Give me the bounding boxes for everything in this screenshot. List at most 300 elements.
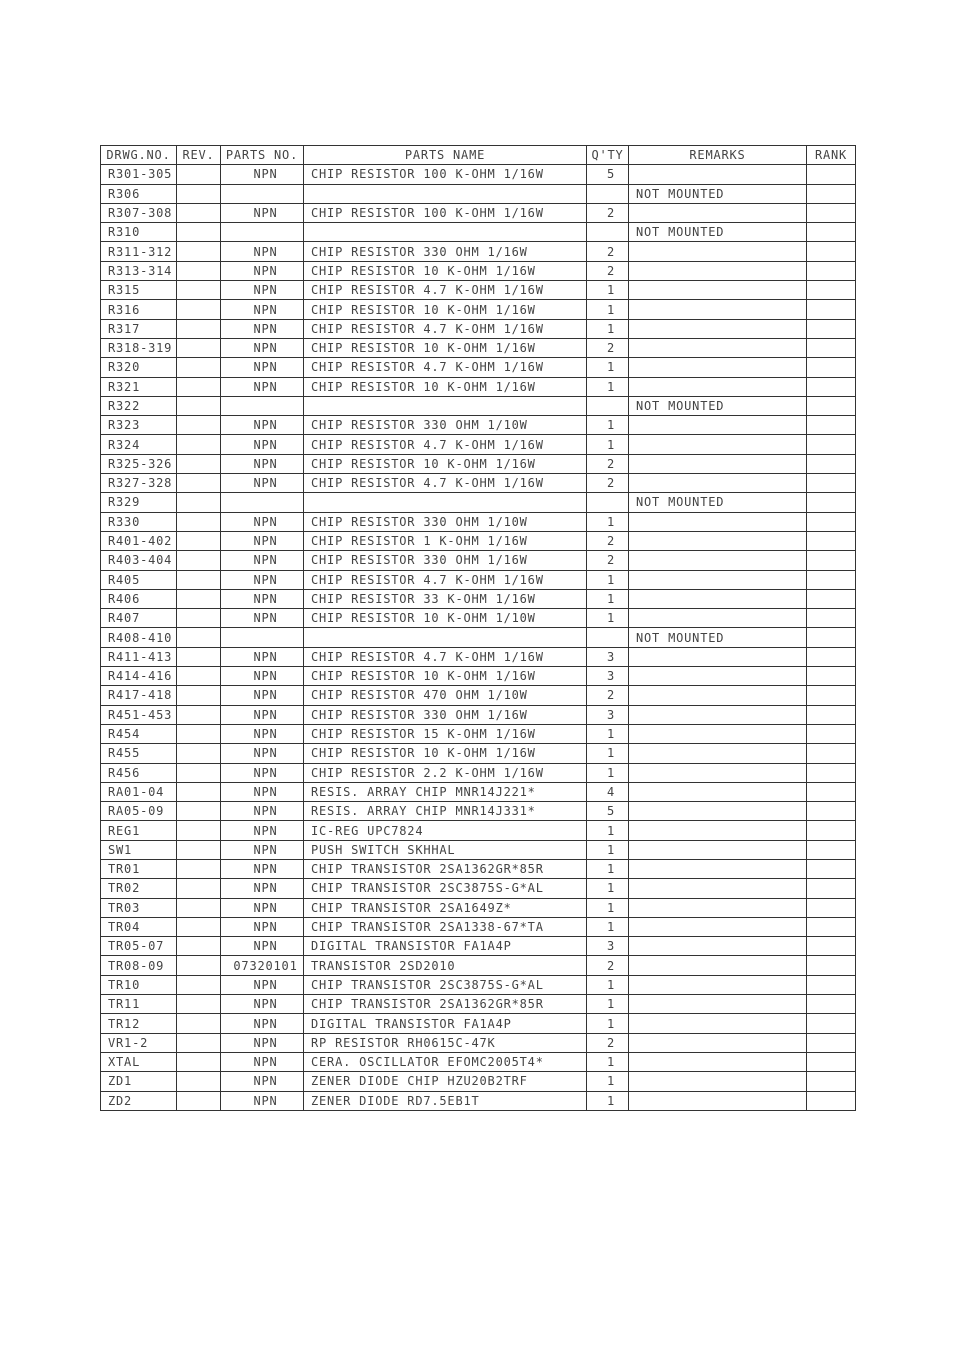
cell-rev (177, 1052, 221, 1071)
cell-qty: 5 (587, 802, 629, 821)
cell-parts-no: NPN (221, 319, 304, 338)
cell-remarks: NOT MOUNTED (629, 493, 807, 512)
cell-qty: 1 (587, 1014, 629, 1033)
cell-rev (177, 512, 221, 531)
cell-qty: 1 (587, 859, 629, 878)
cell-drwg-no: TR12 (101, 1014, 177, 1033)
table-row (101, 493, 856, 512)
cell-rev (177, 898, 221, 917)
cell-drwg-no: R324 (101, 435, 177, 454)
cell-parts-name: CHIP RESISTOR 10 K-OHM 1/16W (304, 261, 587, 280)
cell-rank (807, 1014, 856, 1033)
cell-drwg-no: R327-328 (101, 474, 177, 493)
cell-drwg-no: TR02 (101, 879, 177, 898)
cell-rank (807, 667, 856, 686)
table-row (101, 995, 856, 1014)
cell-drwg-no: R317 (101, 319, 177, 338)
cell-drwg-no: R405 (101, 570, 177, 589)
cell-remarks (629, 705, 807, 724)
cell-qty (587, 628, 629, 647)
cell-rank (807, 1033, 856, 1052)
cell-drwg-no: R318-319 (101, 338, 177, 357)
cell-rank (807, 512, 856, 531)
cell-remarks (629, 319, 807, 338)
cell-rank (807, 223, 856, 242)
cell-drwg-no: VR1-2 (101, 1033, 177, 1052)
cell-drwg-no: TR05-07 (101, 937, 177, 956)
cell-remarks (629, 454, 807, 473)
cell-remarks (629, 686, 807, 705)
table-row (101, 821, 856, 840)
cell-parts-no (221, 223, 304, 242)
cell-drwg-no: R401-402 (101, 531, 177, 550)
cell-remarks (629, 821, 807, 840)
cell-remarks: NOT MOUNTED (629, 184, 807, 203)
cell-parts-name: IC-REG UPC7824 (304, 821, 587, 840)
cell-rank (807, 531, 856, 550)
cell-qty: 1 (587, 744, 629, 763)
table-row (101, 203, 856, 222)
cell-parts-name: CHIP RESISTOR 330 OHM 1/16W (304, 705, 587, 724)
cell-parts-name (304, 493, 587, 512)
cell-drwg-no: RA01-04 (101, 782, 177, 801)
cell-rev (177, 531, 221, 550)
table-row (101, 338, 856, 357)
cell-drwg-no: R301-305 (101, 165, 177, 184)
cell-qty: 1 (587, 975, 629, 994)
cell-rev (177, 802, 221, 821)
cell-remarks: NOT MOUNTED (629, 396, 807, 415)
cell-rev (177, 165, 221, 184)
cell-rev (177, 1033, 221, 1052)
cell-rank (807, 1052, 856, 1071)
cell-qty: 2 (587, 203, 629, 222)
table-row (101, 744, 856, 763)
cell-qty: 1 (587, 300, 629, 319)
cell-remarks (629, 416, 807, 435)
cell-parts-name: TRANSISTOR 2SD2010 (304, 956, 587, 975)
cell-rank (807, 956, 856, 975)
cell-parts-name: DIGITAL TRANSISTOR FA1A4P (304, 1014, 587, 1033)
cell-drwg-no: R414-416 (101, 667, 177, 686)
table-row (101, 589, 856, 608)
table-row (101, 281, 856, 300)
cell-rank (807, 686, 856, 705)
cell-remarks (629, 782, 807, 801)
cell-qty: 1 (587, 570, 629, 589)
cell-rev (177, 1091, 221, 1110)
cell-rev (177, 609, 221, 628)
table-row (101, 531, 856, 550)
cell-parts-no: NPN (221, 763, 304, 782)
cell-parts-no: NPN (221, 840, 304, 859)
table-row (101, 570, 856, 589)
table-row (101, 454, 856, 473)
cell-rank (807, 377, 856, 396)
cell-drwg-no: R321 (101, 377, 177, 396)
table-row (101, 165, 856, 184)
parts-table-body (101, 165, 856, 1111)
cell-parts-no: NPN (221, 203, 304, 222)
cell-remarks (629, 879, 807, 898)
cell-drwg-no: R307-308 (101, 203, 177, 222)
cell-rev (177, 975, 221, 994)
cell-qty (587, 184, 629, 203)
cell-parts-no: NPN (221, 859, 304, 878)
table-row (101, 724, 856, 743)
cell-rev (177, 647, 221, 666)
cell-rev (177, 377, 221, 396)
cell-parts-no: NPN (221, 667, 304, 686)
table-row (101, 1091, 856, 1110)
cell-parts-name: CHIP TRANSISTOR 2SC3875S-G*AL (304, 879, 587, 898)
cell-parts-name: CHIP RESISTOR 10 K-OHM 1/16W (304, 744, 587, 763)
cell-remarks (629, 840, 807, 859)
cell-qty: 1 (587, 358, 629, 377)
cell-rank (807, 879, 856, 898)
table-row (101, 1052, 856, 1071)
table-row (101, 377, 856, 396)
cell-rank (807, 261, 856, 280)
cell-qty (587, 396, 629, 415)
table-row (101, 686, 856, 705)
cell-rank (807, 1072, 856, 1091)
header-remarks: REMARKS (629, 146, 807, 165)
cell-drwg-no: R311-312 (101, 242, 177, 261)
cell-qty: 1 (587, 319, 629, 338)
cell-parts-name: CHIP RESISTOR 4.7 K-OHM 1/16W (304, 647, 587, 666)
cell-parts-name: PUSH SWITCH SKHHAL (304, 840, 587, 859)
cell-parts-name: RESIS. ARRAY CHIP MNR14J331* (304, 802, 587, 821)
cell-parts-no: NPN (221, 898, 304, 917)
table-row (101, 223, 856, 242)
cell-parts-no: NPN (221, 937, 304, 956)
header-drwg-no: DRWG.NO. (101, 146, 177, 165)
cell-qty: 1 (587, 1072, 629, 1091)
cell-drwg-no: R315 (101, 281, 177, 300)
cell-drwg-no: R456 (101, 763, 177, 782)
cell-parts-name: CHIP RESISTOR 330 OHM 1/16W (304, 551, 587, 570)
table-row (101, 859, 856, 878)
cell-rev (177, 396, 221, 415)
cell-parts-no: NPN (221, 570, 304, 589)
cell-parts-name: CHIP RESISTOR 330 OHM 1/10W (304, 416, 587, 435)
cell-parts-name: CHIP RESISTOR 4.7 K-OHM 1/16W (304, 435, 587, 454)
cell-qty: 1 (587, 917, 629, 936)
cell-parts-no: NPN (221, 358, 304, 377)
cell-drwg-no: R417-418 (101, 686, 177, 705)
cell-parts-name: CHIP RESISTOR 10 K-OHM 1/16W (304, 338, 587, 357)
cell-parts-no (221, 628, 304, 647)
table-row (101, 917, 856, 936)
cell-qty: 2 (587, 551, 629, 570)
cell-rank (807, 358, 856, 377)
header-qty: Q'TY (587, 146, 629, 165)
cell-remarks (629, 165, 807, 184)
cell-drwg-no: TR11 (101, 995, 177, 1014)
cell-parts-name: RESIS. ARRAY CHIP MNR14J221* (304, 782, 587, 801)
cell-qty: 1 (587, 435, 629, 454)
cell-parts-name: CHIP TRANSISTOR 2SA1338-67*TA (304, 917, 587, 936)
cell-rev (177, 879, 221, 898)
cell-rank (807, 454, 856, 473)
cell-rev (177, 686, 221, 705)
parts-list-sheet (100, 145, 855, 1111)
header-row (101, 146, 856, 165)
cell-drwg-no: ZD2 (101, 1091, 177, 1110)
table-row (101, 435, 856, 454)
cell-drwg-no: R313-314 (101, 261, 177, 280)
cell-rank (807, 840, 856, 859)
cell-parts-name: CHIP TRANSISTOR 2SC3875S-G*AL (304, 975, 587, 994)
cell-parts-name: CHIP RESISTOR 4.7 K-OHM 1/16W (304, 474, 587, 493)
cell-drwg-no: R406 (101, 589, 177, 608)
cell-rank (807, 396, 856, 415)
table-row (101, 667, 856, 686)
header-parts-no: PARTS NO. (221, 146, 304, 165)
cell-rev (177, 281, 221, 300)
cell-remarks (629, 203, 807, 222)
cell-qty: 1 (587, 1091, 629, 1110)
table-row (101, 261, 856, 280)
cell-rank (807, 763, 856, 782)
cell-rev (177, 1014, 221, 1033)
cell-rank (807, 859, 856, 878)
cell-rev (177, 724, 221, 743)
cell-rev (177, 300, 221, 319)
table-row (101, 782, 856, 801)
cell-rank (807, 165, 856, 184)
cell-rev (177, 319, 221, 338)
cell-parts-name: ZENER DIODE RD7.5EB1T (304, 1091, 587, 1110)
cell-remarks: NOT MOUNTED (629, 223, 807, 242)
cell-rank (807, 589, 856, 608)
cell-parts-name: ZENER DIODE CHIP HZU20B2TRF (304, 1072, 587, 1091)
cell-parts-name: CHIP RESISTOR 330 OHM 1/10W (304, 512, 587, 531)
cell-parts-name: CHIP TRANSISTOR 2SA1649Z* (304, 898, 587, 917)
cell-rev (177, 454, 221, 473)
cell-remarks (629, 995, 807, 1014)
cell-qty: 2 (587, 474, 629, 493)
cell-rev (177, 416, 221, 435)
cell-rev (177, 1072, 221, 1091)
cell-rev (177, 261, 221, 280)
cell-drwg-no: TR01 (101, 859, 177, 878)
cell-parts-no (221, 184, 304, 203)
cell-qty (587, 493, 629, 512)
cell-rank (807, 203, 856, 222)
cell-rank (807, 628, 856, 647)
cell-rev (177, 493, 221, 512)
cell-parts-no: NPN (221, 261, 304, 280)
cell-parts-name: CHIP RESISTOR 4.7 K-OHM 1/16W (304, 281, 587, 300)
cell-rank (807, 493, 856, 512)
cell-remarks (629, 551, 807, 570)
cell-drwg-no: R322 (101, 396, 177, 415)
cell-remarks (629, 377, 807, 396)
cell-parts-name: CHIP RESISTOR 330 OHM 1/16W (304, 242, 587, 261)
cell-parts-no: NPN (221, 802, 304, 821)
cell-qty: 1 (587, 840, 629, 859)
cell-parts-name: DIGITAL TRANSISTOR FA1A4P (304, 937, 587, 956)
cell-parts-no (221, 396, 304, 415)
table-row (101, 975, 856, 994)
table-row (101, 898, 856, 917)
cell-rank (807, 474, 856, 493)
cell-parts-no: NPN (221, 454, 304, 473)
cell-rank (807, 1091, 856, 1110)
cell-rev (177, 570, 221, 589)
table-row (101, 551, 856, 570)
cell-parts-name: CHIP RESISTOR 4.7 K-OHM 1/16W (304, 319, 587, 338)
cell-remarks (629, 1052, 807, 1071)
cell-rev (177, 821, 221, 840)
cell-rank (807, 724, 856, 743)
cell-qty: 2 (587, 338, 629, 357)
cell-remarks (629, 1033, 807, 1052)
cell-parts-name: CERA. OSCILLATOR EFOMC2005T4* (304, 1052, 587, 1071)
cell-rev (177, 840, 221, 859)
cell-drwg-no: RA05-09 (101, 802, 177, 821)
cell-remarks (629, 975, 807, 994)
cell-rank (807, 570, 856, 589)
cell-parts-name (304, 184, 587, 203)
cell-parts-no: NPN (221, 686, 304, 705)
cell-parts-name: CHIP RESISTOR 33 K-OHM 1/16W (304, 589, 587, 608)
cell-drwg-no: R316 (101, 300, 177, 319)
cell-qty (587, 223, 629, 242)
cell-qty: 1 (587, 763, 629, 782)
cell-remarks (629, 1014, 807, 1033)
cell-rank (807, 744, 856, 763)
header-rev: REV. (177, 146, 221, 165)
cell-remarks (629, 802, 807, 821)
cell-rev (177, 223, 221, 242)
cell-parts-no: NPN (221, 705, 304, 724)
cell-rev (177, 782, 221, 801)
cell-qty: 1 (587, 589, 629, 608)
cell-parts-no: NPN (221, 1072, 304, 1091)
cell-rev (177, 184, 221, 203)
cell-drwg-no: R329 (101, 493, 177, 512)
cell-parts-name: CHIP TRANSISTOR 2SA1362GR*85R (304, 995, 587, 1014)
cell-drwg-no: R455 (101, 744, 177, 763)
cell-remarks (629, 763, 807, 782)
cell-parts-name: CHIP RESISTOR 4.7 K-OHM 1/16W (304, 570, 587, 589)
table-row (101, 609, 856, 628)
cell-rev (177, 338, 221, 357)
cell-rev (177, 859, 221, 878)
cell-parts-no: NPN (221, 917, 304, 936)
cell-drwg-no: R408-410 (101, 628, 177, 647)
cell-parts-no: NPN (221, 512, 304, 531)
cell-remarks (629, 589, 807, 608)
cell-drwg-no: TR10 (101, 975, 177, 994)
cell-parts-no: NPN (221, 416, 304, 435)
cell-parts-name (304, 396, 587, 415)
cell-rev (177, 956, 221, 975)
cell-drwg-no: R330 (101, 512, 177, 531)
cell-qty: 1 (587, 377, 629, 396)
cell-remarks (629, 917, 807, 936)
cell-parts-no: NPN (221, 300, 304, 319)
cell-qty: 1 (587, 281, 629, 300)
cell-qty: 1 (587, 512, 629, 531)
cell-qty: 1 (587, 1052, 629, 1071)
cell-qty: 3 (587, 705, 629, 724)
header-rank: RANK (807, 146, 856, 165)
cell-remarks (629, 744, 807, 763)
cell-qty: 1 (587, 995, 629, 1014)
cell-parts-no: NPN (221, 377, 304, 396)
cell-rank (807, 995, 856, 1014)
cell-remarks (629, 609, 807, 628)
cell-remarks (629, 300, 807, 319)
cell-rank (807, 898, 856, 917)
cell-drwg-no: REG1 (101, 821, 177, 840)
cell-drwg-no: R320 (101, 358, 177, 377)
cell-parts-no: NPN (221, 435, 304, 454)
cell-drwg-no: R454 (101, 724, 177, 743)
table-row (101, 628, 856, 647)
cell-parts-no: 07320101 (221, 956, 304, 975)
cell-parts-no: NPN (221, 647, 304, 666)
cell-remarks (629, 512, 807, 531)
cell-qty: 4 (587, 782, 629, 801)
cell-parts-name: CHIP RESISTOR 470 OHM 1/10W (304, 686, 587, 705)
cell-parts-no: NPN (221, 879, 304, 898)
cell-rank (807, 551, 856, 570)
table-row (101, 416, 856, 435)
cell-drwg-no: R451-453 (101, 705, 177, 724)
cell-parts-name: CHIP RESISTOR 4.7 K-OHM 1/16W (304, 358, 587, 377)
cell-remarks (629, 531, 807, 550)
cell-qty: 2 (587, 242, 629, 261)
cell-parts-no: NPN (221, 744, 304, 763)
cell-drwg-no: R310 (101, 223, 177, 242)
table-row (101, 184, 856, 203)
table-row (101, 937, 856, 956)
cell-rev (177, 435, 221, 454)
table-row (101, 647, 856, 666)
cell-remarks (629, 474, 807, 493)
cell-remarks (629, 242, 807, 261)
cell-parts-no: NPN (221, 1014, 304, 1033)
cell-drwg-no: TR03 (101, 898, 177, 917)
table-row (101, 802, 856, 821)
cell-qty: 1 (587, 416, 629, 435)
cell-parts-no: NPN (221, 724, 304, 743)
cell-qty: 3 (587, 937, 629, 956)
cell-remarks (629, 937, 807, 956)
table-row (101, 396, 856, 415)
cell-rev (177, 551, 221, 570)
cell-rank (807, 975, 856, 994)
cell-remarks (629, 281, 807, 300)
table-row (101, 705, 856, 724)
cell-rev (177, 667, 221, 686)
cell-rank (807, 281, 856, 300)
cell-rank (807, 937, 856, 956)
cell-rev (177, 705, 221, 724)
cell-rev (177, 242, 221, 261)
cell-qty: 2 (587, 261, 629, 280)
cell-parts-name: CHIP RESISTOR 10 K-OHM 1/16W (304, 300, 587, 319)
cell-parts-name (304, 223, 587, 242)
cell-parts-no: NPN (221, 531, 304, 550)
cell-rev (177, 995, 221, 1014)
parts-list-table (100, 145, 856, 1111)
